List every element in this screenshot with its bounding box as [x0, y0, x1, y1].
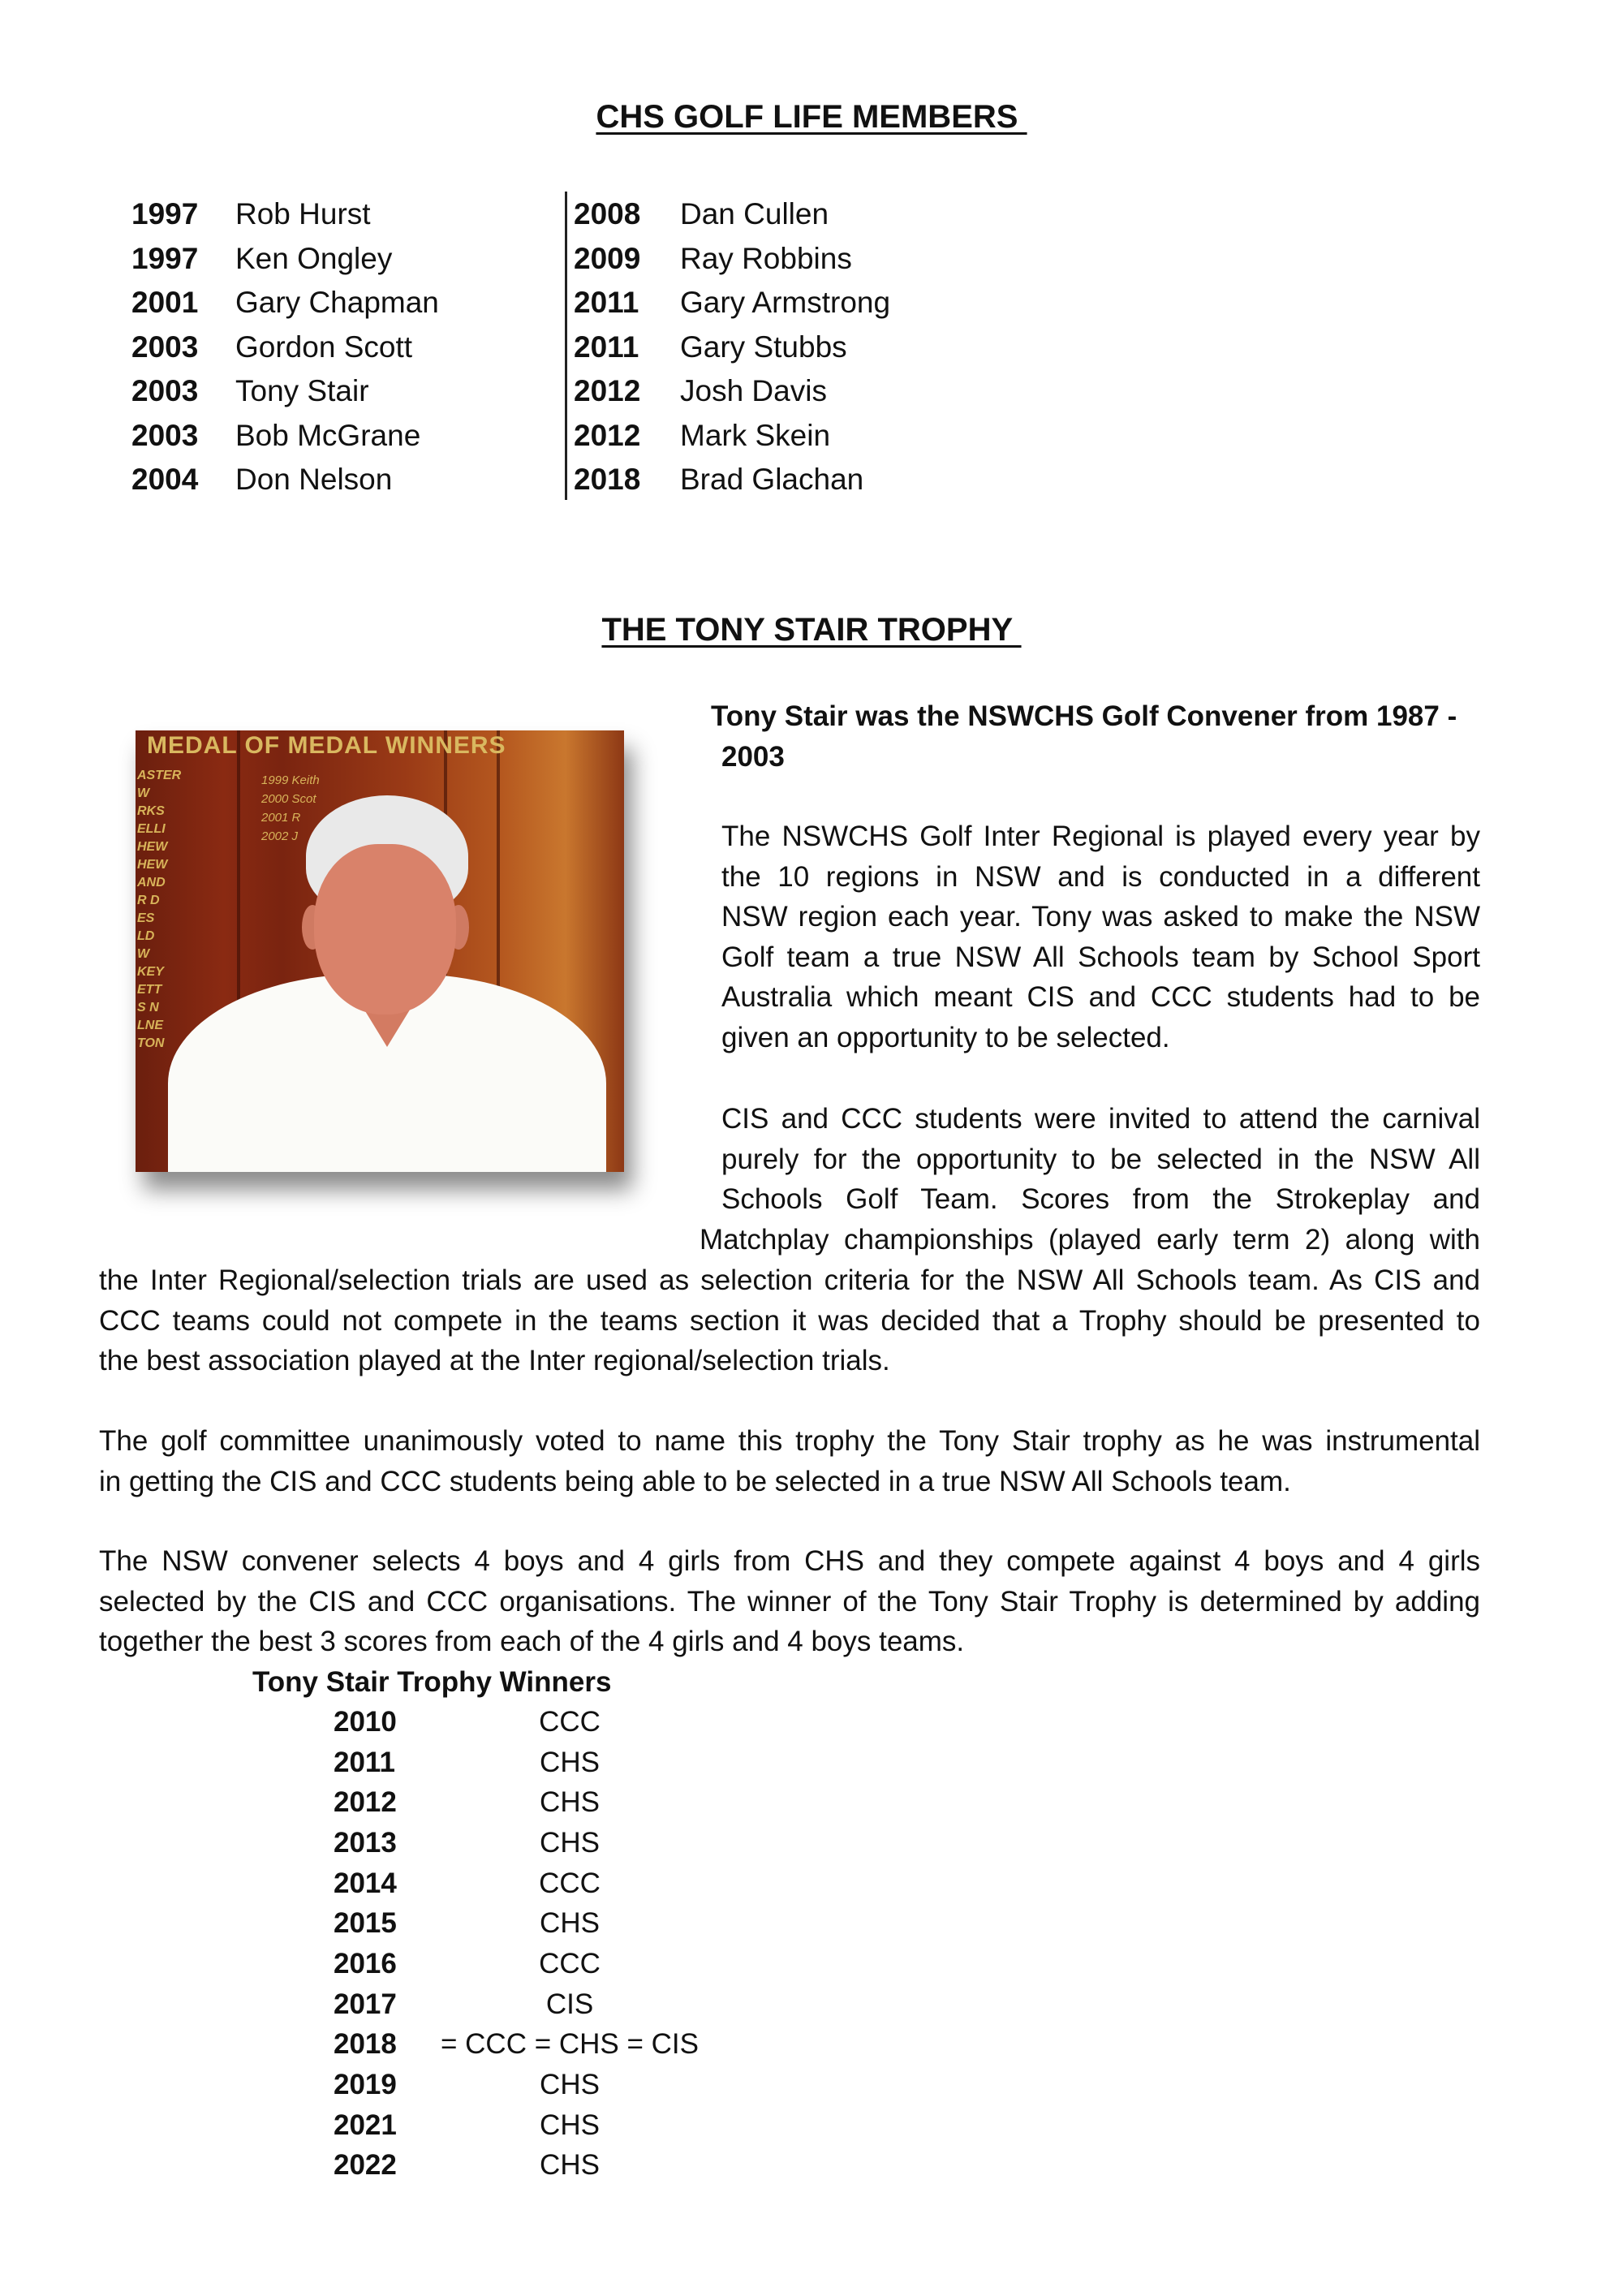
honour-board-title: MEDAL OF MEDAL WINNERS — [147, 732, 506, 759]
text-line: CCC teams could not compete in the teams section it was decided that a Trophy should be presented to — [99, 1304, 1480, 1337]
winner-year: 2013 — [334, 1827, 397, 1859]
honour-board-names: ASTER W RKS ELLI HEW HEW AND R D ES LD W KEY ETT S N LNE TON — [137, 769, 182, 1050]
member-year: 2003 — [131, 374, 199, 407]
person-face — [314, 844, 456, 1014]
member-name: Josh Davis — [680, 374, 827, 407]
winner-row — [0, 1742, 812, 1783]
member-name: Dan Cullen — [680, 197, 829, 230]
winner-row — [0, 1782, 812, 1823]
text-line: in getting the CIS and CCC students being able to be selected in a true NSW All Schools team. — [99, 1465, 1291, 1497]
member-year: 2001 — [131, 286, 199, 319]
member-name: Gordon Scott — [235, 330, 413, 364]
member-name: Bob McGrane — [235, 418, 421, 452]
winner-association: CHS — [540, 1907, 600, 1939]
column-divider — [565, 192, 567, 500]
text-line: the 10 regions in NSW and is conducted in a different — [721, 860, 1480, 893]
paragraph-cis-ccc-invited-cont — [700, 1220, 1480, 1260]
winner-association: CHS — [540, 2069, 600, 2100]
member-year: 1997 — [131, 241, 199, 275]
winner-association: CCC — [539, 1706, 601, 1738]
member-name: Mark Skein — [680, 418, 831, 452]
member-year: 2012 — [574, 374, 641, 407]
text-line: NSW region each year. Tony was asked to make the NSW — [721, 901, 1480, 933]
member-name: Gary Chapman — [235, 286, 439, 319]
intro-bold-line-1: Tony Stair was the NSWCHS Golf Convener from 1987 - — [711, 700, 1457, 732]
winner-association: CHS — [540, 2149, 600, 2181]
winner-association: CIS — [545, 1988, 594, 2020]
winner-year: 2016 — [334, 1948, 397, 1979]
text-line: Golf team a true NSW All Schools team by School Sport — [721, 941, 1480, 973]
winner-row — [0, 1823, 812, 1863]
board-entry: 2000 Scot — [261, 792, 316, 806]
winner-association: CHS — [540, 2109, 600, 2141]
winner-year: 2012 — [334, 1786, 397, 1818]
member-name: Rob Hurst — [235, 197, 371, 230]
board-entry: 2002 J — [261, 829, 299, 843]
life-members-title: CHS GOLF LIFE MEMBERS — [596, 99, 1027, 135]
member-year: 1997 — [131, 197, 199, 230]
winner-association: CHS — [540, 1827, 600, 1859]
winner-year: 2017 — [334, 1988, 397, 2020]
member-year: 2003 — [131, 418, 199, 452]
text-line: Matchplay championships (played early term 2) along with — [700, 1224, 1480, 1256]
winner-year: 2019 — [334, 2069, 397, 2100]
winner-row — [0, 1984, 812, 2025]
member-year: 2004 — [131, 463, 199, 496]
winner-row — [0, 1903, 812, 1944]
winner-year: 2014 — [334, 1867, 397, 1899]
board-entry: 2001 R — [261, 811, 301, 825]
text-line: The NSW convener selects 4 boys and 4 girls from CHS and they compete against 4 boys and 4 girls — [99, 1545, 1480, 1577]
text-line: CIS and CCC students were invited to attend the carnival — [721, 1103, 1480, 1135]
member-name: Brad Glachan — [680, 463, 864, 496]
trophy-title: THE TONY STAIR TROPHY — [601, 612, 1022, 648]
text-line: the best association played at the Inter regional/selection trials. — [99, 1345, 890, 1377]
winner-year: 2022 — [334, 2149, 397, 2181]
winner-year: 2010 — [334, 1706, 397, 1738]
paragraph-committee-vote — [99, 1421, 1480, 1501]
text-line: Australia which meant CIS and CCC students had to be — [721, 981, 1480, 1014]
winners-heading: Tony Stair Trophy Winners — [252, 1666, 612, 1698]
winner-year: 2021 — [334, 2109, 397, 2141]
winner-association: CCC — [539, 1948, 601, 1979]
member-year: 2011 — [574, 330, 639, 364]
text-line: given an opportunity to be selected. — [721, 1021, 1170, 1053]
text-line: selected by the CIS and CCC organisations. The winner of the Tony Stair Trophy is determined by adding — [99, 1585, 1480, 1618]
member-year: 2011 — [574, 286, 639, 319]
member-name: Gary Armstrong — [680, 286, 891, 319]
member-year: 2018 — [574, 463, 641, 496]
paragraph-selection-criteria — [99, 1260, 1480, 1381]
winner-row — [0, 1702, 812, 1742]
paragraph-inter-regional — [721, 816, 1480, 1058]
winner-row — [0, 1863, 812, 1904]
text-line: The golf committee unanimously voted to name this trophy the Tony Stair trophy as he was instrumental — [99, 1425, 1480, 1457]
winner-association: CHS — [540, 1786, 600, 1818]
text-line: the Inter Regional/selection trials are used as selection criteria for the NSW All Schools team. As CIS and — [99, 1264, 1480, 1296]
winner-association: CHS — [540, 1747, 600, 1778]
member-name: Tony Stair — [235, 374, 369, 407]
winner-row — [0, 2105, 812, 2146]
text-line: purely for the opportunity to be selected in the NSW All — [721, 1143, 1480, 1175]
intro-bold-line-2: 2003 — [721, 741, 785, 773]
winner-association: CCC — [539, 1867, 601, 1899]
paragraph-cis-ccc-invited — [721, 1099, 1480, 1220]
member-year: 2008 — [574, 197, 641, 230]
paragraph-team-selection — [99, 1541, 1480, 1662]
member-year: 2009 — [574, 241, 641, 275]
winner-year: 2015 — [334, 1907, 397, 1939]
winner-year: 2011 — [334, 1747, 395, 1778]
member-name: Don Nelson — [235, 463, 393, 496]
text-line: Schools Golf Team. Scores from the Strokeplay and — [721, 1183, 1480, 1216]
winner-row — [0, 2065, 812, 2105]
member-name: Gary Stubbs — [680, 330, 847, 364]
member-year: 2003 — [131, 330, 199, 364]
winner-association: = CCC = CHS = CIS — [440, 2028, 699, 2060]
winner-row — [0, 2024, 812, 2065]
member-name: Ken Ongley — [235, 241, 393, 275]
member-year: 2012 — [574, 418, 641, 452]
tony-stair-photo — [136, 730, 624, 1172]
text-line: together the best 3 scores from each of the 4 girls and 4 boys teams. — [99, 1626, 965, 1658]
winner-row — [0, 1944, 812, 1984]
board-entry: 1999 Keith — [261, 773, 320, 787]
winner-year: 2018 — [334, 2028, 397, 2060]
member-name: Ray Robbins — [680, 241, 852, 275]
text-line: The NSWCHS Golf Inter Regional is played every year by — [721, 821, 1480, 852]
winner-row — [0, 2145, 812, 2186]
